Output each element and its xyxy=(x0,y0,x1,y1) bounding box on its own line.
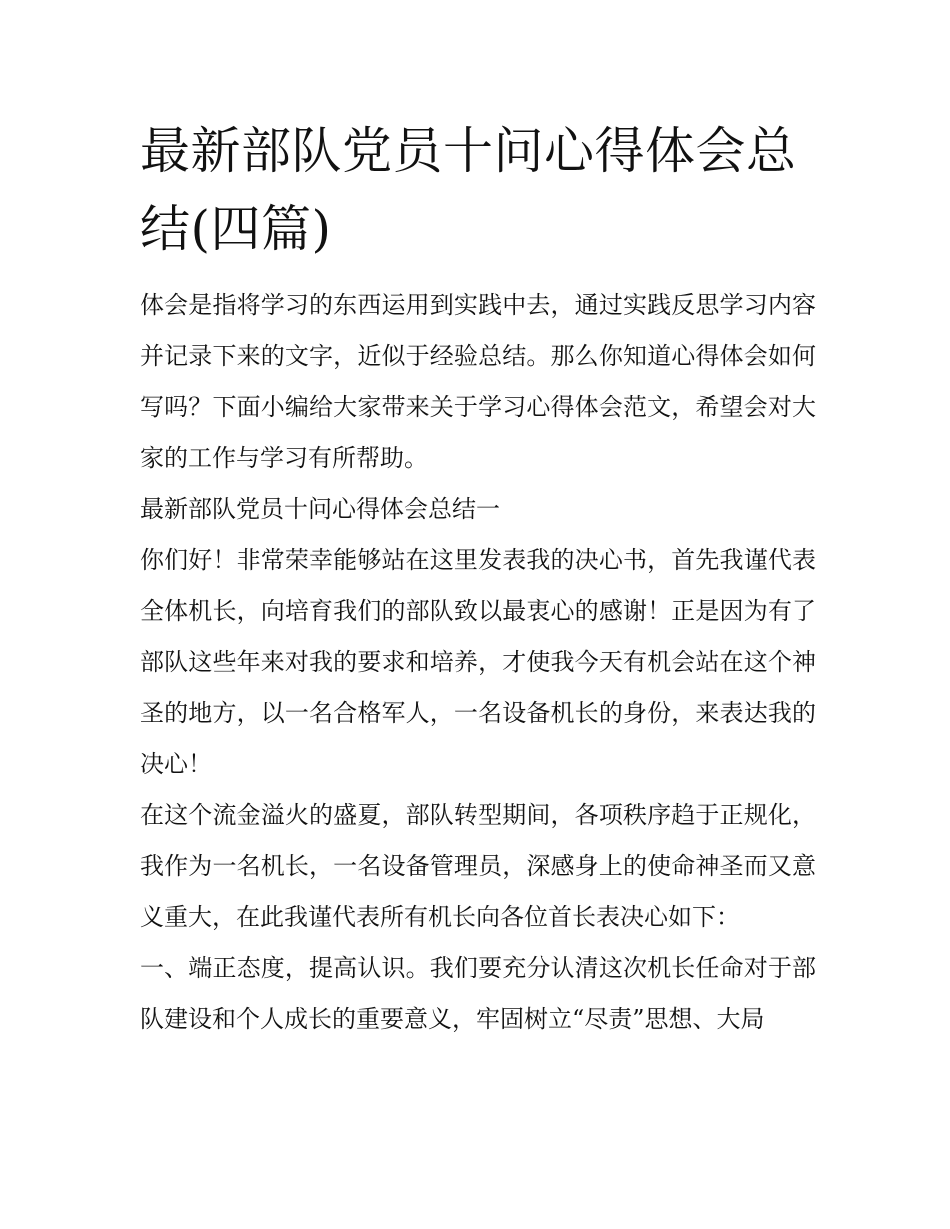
body-paragraph: 你们好！非常荣幸能够站在这里发表我的决心书，首先我谨代表全体机长，向培育我们的部队致以最衷心的感谢！正是因为有了部队这些年来对我的要求和培养，才使我今天有机会站在这个神圣的地方，以一名合格军人，一名设备机长的身份，来表达我的决心！ xyxy=(140,546,816,778)
intro-paragraph: 体会是指将学习的东西运用到实践中去，通过实践反思学习内容并记录下来的文字，近似于经验总结。那么你知道心得体会如何写吗？下面小编给大家带来关于学习心得体会范文，希望会对大家的工作与学习有所帮助。 xyxy=(140,291,816,472)
body-paragraph: 在这个流金溢火的盛夏，部队转型期间，各项秩序趋于正规化，我作为一名机长，一名设备管理员，深感身上的使命神圣而又意义重大，在此我谨代表所有机长向各位首长表决心如下： xyxy=(140,801,816,931)
document-body xyxy=(140,112,816,1045)
section-heading: 最新部队党员十问心得体会总结一 xyxy=(140,495,500,523)
body-paragraph: 一、端正态度，提高认识。我们要充分认清这次机长任命对于部队建设和个人成长的重要意义，牢固树立“尽责”思想、大局 xyxy=(140,954,816,1033)
document-title: 最新部队党员十问心得体会总结(四篇) xyxy=(140,122,797,258)
title-spacer xyxy=(140,268,816,280)
